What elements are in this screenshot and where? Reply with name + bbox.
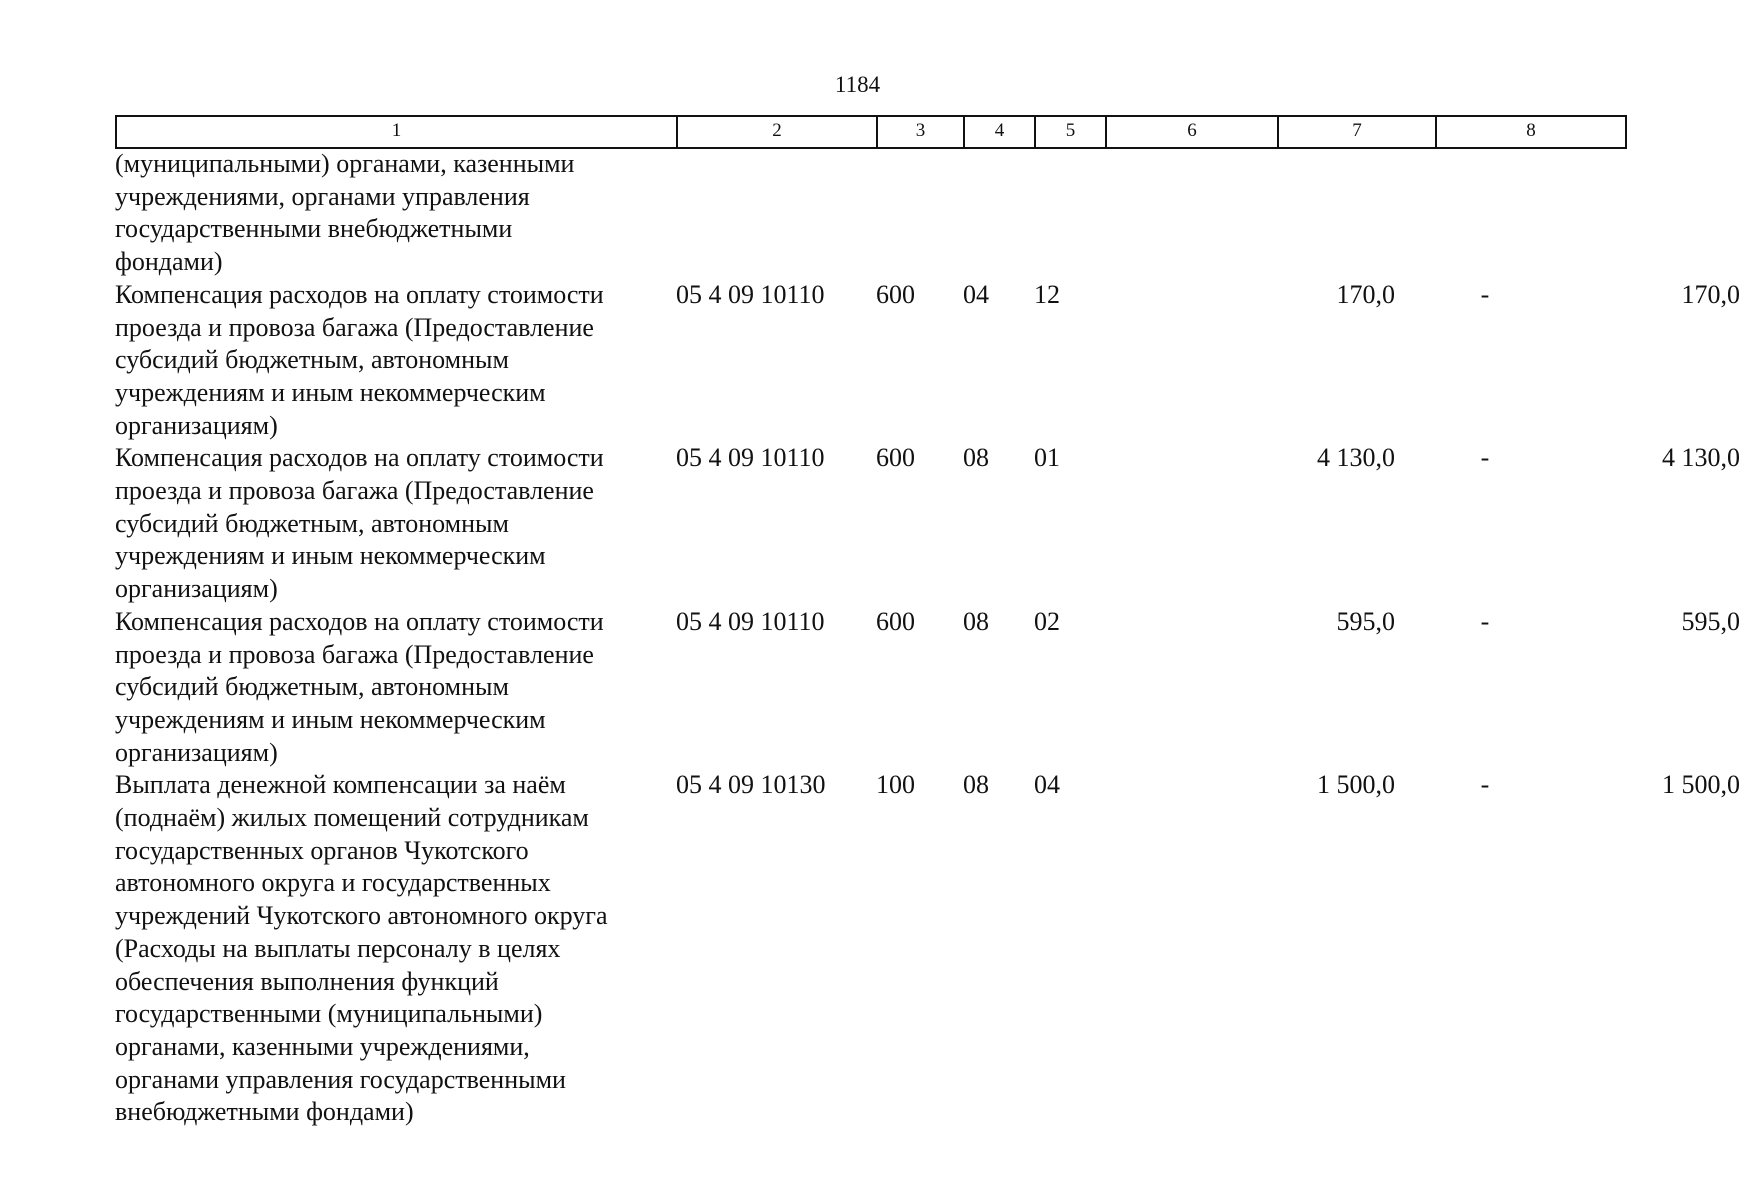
target-article-code: 05 4 09 10130: [676, 770, 826, 800]
column-number-2: 2: [677, 116, 877, 148]
expense-type-code: 600: [876, 443, 915, 473]
total-amount: 595,0: [1681, 606, 1740, 636]
amount: 595,0: [1336, 606, 1395, 636]
amount: 1 500,0: [1317, 770, 1395, 800]
amount: 170,0: [1336, 279, 1395, 309]
target-article-code: 05 4 09 10110: [676, 606, 825, 636]
column-number-3: 3: [877, 116, 964, 148]
table-row: [115, 769, 1740, 1129]
expense-type-code: 600: [876, 279, 915, 309]
expense-name: Компенсация расходов на оплату стоимости проезда и провоза багажа (Предоставление субсидий бюджетным, автономным учреждениям и иным некоммерческим организациям): [115, 606, 604, 767]
section-code: 04: [963, 279, 989, 309]
target-article-code: 05 4 09 10110: [676, 443, 825, 473]
change-amount: -: [1480, 443, 1490, 473]
column-number-6: 6: [1106, 116, 1278, 148]
change-amount: -: [1480, 606, 1490, 636]
column-number-1: 1: [116, 116, 677, 148]
table-row: [115, 606, 1740, 770]
expense-name: (муниципальными) органами, казенными учреждениями, органами управления государственными внебюджетными фондами): [115, 149, 575, 277]
table-row: [115, 442, 1740, 606]
section-code: 08: [963, 443, 989, 473]
budget-table-body: [115, 148, 1740, 1129]
subsection-code: 01: [1034, 443, 1060, 473]
total-amount: 4 130,0: [1662, 443, 1740, 473]
subsection-code: 12: [1034, 279, 1060, 309]
expense-type-code: 600: [876, 606, 915, 636]
expense-type-code: 100: [876, 770, 915, 800]
total-amount: 170,0: [1681, 279, 1740, 309]
column-number-7: 7: [1278, 116, 1436, 148]
change-amount: -: [1480, 770, 1490, 800]
target-article-code: 05 4 09 10110: [676, 279, 825, 309]
section-code: 08: [963, 770, 989, 800]
column-number-header: [115, 115, 1627, 149]
section-code: 08: [963, 606, 989, 636]
table-row: [115, 279, 1740, 443]
column-number-8: 8: [1436, 116, 1626, 148]
amount: 4 130,0: [1317, 443, 1395, 473]
column-number-5: 5: [1035, 116, 1106, 148]
page-number: 1184: [834, 72, 881, 97]
expense-name: Компенсация расходов на оплату стоимости проезда и провоза багажа (Предоставление субсидий бюджетным, автономным учреждениям и иным некоммерческим организациям): [115, 279, 604, 440]
expense-name: Выплата денежной компенсации за наём (поднаём) жилых помещений сотрудникам государственных органов Чукотского автономного округа и государственных учреждений Чукотского автономного округа (Расходы на выплаты персоналу в целях обеспечения выполнения функций государственными (муниципальными) органами, казенными учреждениями, органами управления государственными внебюджетными фондами): [115, 770, 608, 1127]
table-row: [115, 148, 1625, 279]
total-amount: 1 500,0: [1662, 770, 1740, 800]
subsection-code: 02: [1034, 606, 1060, 636]
change-amount: -: [1480, 279, 1490, 309]
subsection-code: 04: [1034, 770, 1060, 800]
column-number-4: 4: [964, 116, 1035, 148]
expense-name: Компенсация расходов на оплату стоимости проезда и провоза багажа (Предоставление субсидий бюджетным, автономным учреждениям и иным некоммерческим организациям): [115, 443, 604, 604]
